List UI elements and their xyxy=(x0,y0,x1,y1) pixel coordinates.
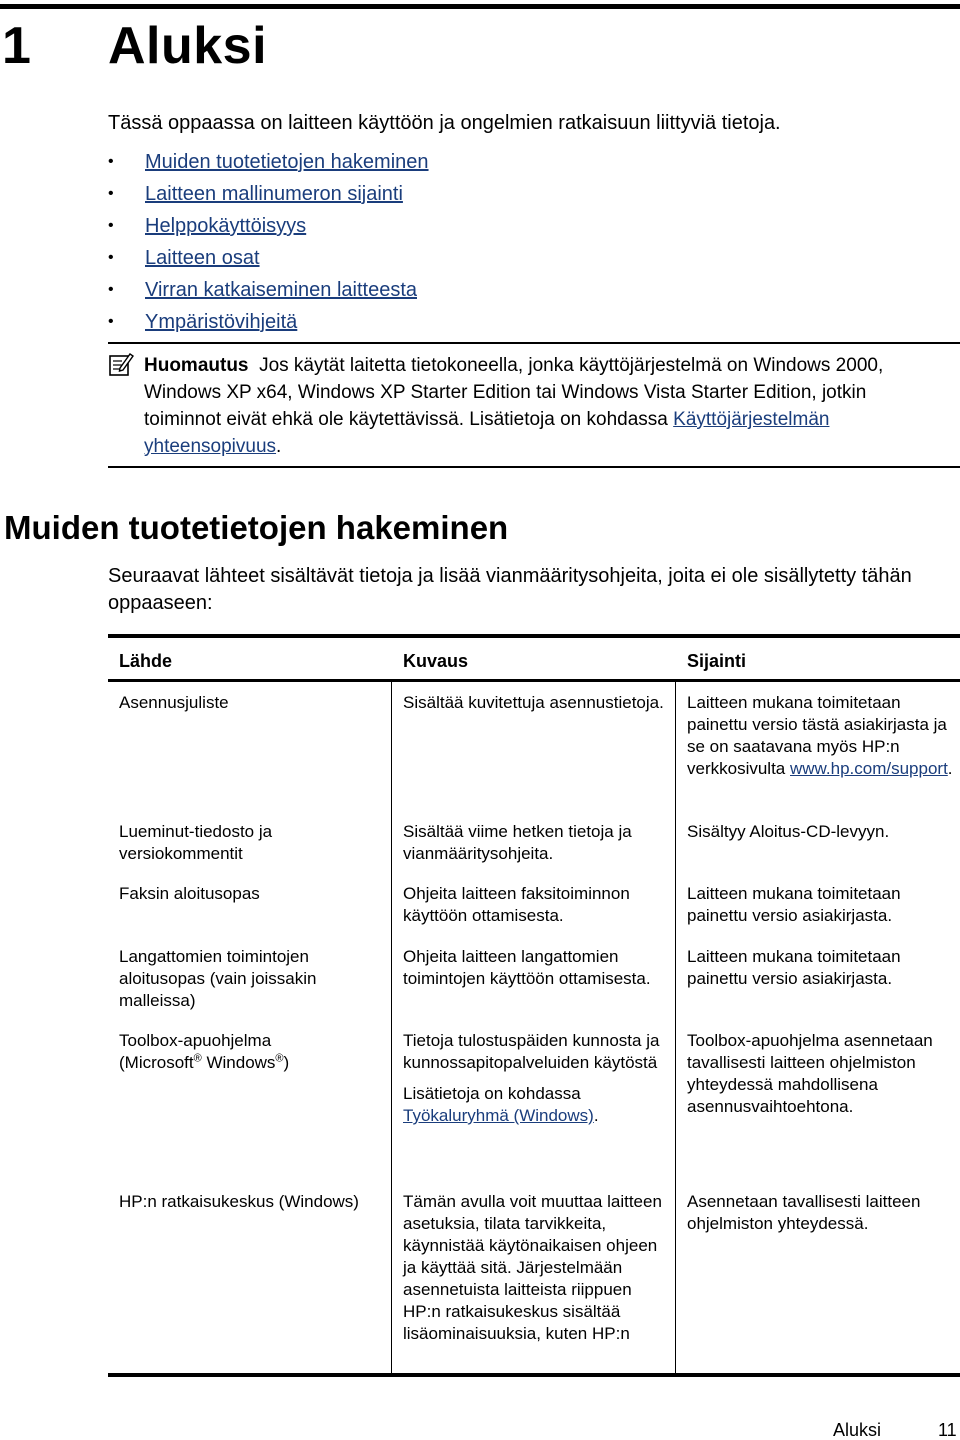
description-end: . xyxy=(593,1106,599,1125)
toc-item xyxy=(108,306,429,338)
description-more: Lisätietoja on kohdassa xyxy=(403,1084,581,1103)
table-cell-description xyxy=(403,1030,673,1127)
table-cell-source: Asennusjuliste xyxy=(119,693,229,712)
intro-text: Tässä oppaassa on laitteen käyttöön ja ongelmien ratkaisuun liittyviä tietoja. xyxy=(108,112,781,134)
registered-mark: ® xyxy=(193,1052,202,1065)
toc-link[interactable]: Virran katkaiseminen laitteesta xyxy=(145,279,417,301)
table-header-rule xyxy=(108,679,960,682)
note-pencil-icon xyxy=(108,351,134,377)
table-cell-source: Faksin aloitusopas xyxy=(119,884,260,903)
bullet: • xyxy=(108,153,114,170)
table-cell-description: Ohjeita laitteen langattomien toimintojen käyttöön ottamisesta. xyxy=(403,947,651,988)
table-cell-location xyxy=(687,692,957,780)
chapter-title-text: Aluksi xyxy=(108,17,268,75)
bullet: • xyxy=(108,281,114,298)
table-cell-location: Sisältyy Aloitus-CD-levyyn. xyxy=(687,822,890,841)
toolbox-link[interactable]: Työkaluryhmä (Windows) xyxy=(403,1106,594,1125)
toc-link[interactable]: Muiden tuotetietojen hakeminen xyxy=(145,151,429,173)
table-column-divider xyxy=(391,682,392,1373)
table-column-divider xyxy=(675,682,676,1373)
description-text: Tietoja tulostuspäiden kunnosta ja kunnossapitopalveluiden käytöstä xyxy=(403,1031,660,1072)
table-top-rule xyxy=(108,634,960,638)
source-product: Windows xyxy=(201,1053,276,1072)
table-cell-location: Toolbox-apuohjelma asennetaan tavallisesti laitteen ohjelmiston yhteydessä mahdollisena asennusvaihtoehtona. xyxy=(687,1031,933,1116)
toc-link[interactable]: Helppokäyttöisyys xyxy=(145,215,307,237)
table-cell-location: Laitteen mukana toimitetaan painettu versio asiakirjasta. xyxy=(687,947,901,988)
table-bottom-rule xyxy=(108,1373,960,1377)
note-top-rule xyxy=(108,342,960,344)
table-cell-source xyxy=(119,1030,379,1074)
toc-item xyxy=(108,178,429,210)
toc-link[interactable]: Laitteen osat xyxy=(145,247,260,269)
hp-support-link[interactable]: www.hp.com/support xyxy=(790,759,948,778)
bullet: • xyxy=(108,249,114,266)
registered-mark: ® xyxy=(275,1052,284,1065)
source-close: ) xyxy=(283,1053,290,1072)
location-text: Laitteen mukana toimitetaan painettu versio tästä asiakirjasta ja se on saatavana myös HP:n verkkosivulta xyxy=(687,693,947,778)
toc-item xyxy=(108,274,429,306)
footer-chapter: Aluksi xyxy=(833,1420,882,1440)
table-cell-location: Asennetaan tavallisesti laitteen ohjelmiston yhteydessä. xyxy=(687,1192,921,1233)
table-cell-description: Sisältää viime hetken tietoja ja vianmääritysohjeita. xyxy=(403,822,632,863)
table-header-description: Kuvaus xyxy=(403,651,469,671)
location-end: . xyxy=(947,759,953,778)
note-body: Jos käytät laitetta tietokoneella, jonka käyttöjärjestelmä on Windows 2000, Windows XP x64, Windows XP Starter Edition tai Windows Vista Starter Edition, jotkin toiminnot eivät ehkä ole käytettävissä. Lisätietoja on kohdassa xyxy=(144,355,884,430)
note-label: Huomautus xyxy=(144,355,249,376)
toc-link[interactable]: Ympäristövihjeitä xyxy=(145,311,298,333)
table-header-location: Sijainti xyxy=(687,651,747,671)
table-cell-description: Tämän avulla voit muuttaa laitteen asetuksia, tilata tarvikkeita, käynnistää käytönaikaisen ohjeen ja käyttää sitä. Järjestelmään asennetuista laitteista riippuen HP:n ratkaisukeskus sisältää lisäominaisuuksia, kuten HP:n xyxy=(403,1192,662,1343)
section-title: Muiden tuotetietojen hakeminen xyxy=(4,509,509,546)
note-link[interactable]: Käyttöjärjestelmän yhteensopivuus xyxy=(144,409,830,457)
note-text xyxy=(144,352,944,460)
table-cell-source: Langattomien toimintojen aloitusopas (vain joissakin malleissa) xyxy=(119,947,317,1010)
chapter-number: 1 xyxy=(2,17,32,75)
bullet: • xyxy=(108,185,114,202)
chapter-title xyxy=(2,14,267,78)
table-cell-source: Lueminut-tiedosto ja versiokommentit xyxy=(119,822,273,863)
bullet: • xyxy=(108,313,114,330)
bullet: • xyxy=(108,217,114,234)
note-end: . xyxy=(276,436,282,457)
footer-page-number: 11 xyxy=(938,1420,957,1440)
toc-link[interactable]: Laitteen mallinumeron sijainti xyxy=(145,183,403,205)
top-rule xyxy=(0,4,960,9)
source-vendor: (Microsoft xyxy=(119,1053,194,1072)
table-cell-location: Laitteen mukana toimitetaan painettu versio asiakirjasta. xyxy=(687,884,901,925)
note-bottom-rule xyxy=(108,466,960,468)
toc-item xyxy=(108,146,429,178)
table-cell-description: Sisältää kuvitettuja asennustietoja. xyxy=(403,693,664,712)
table-header-source: Lähde xyxy=(119,651,173,671)
table-cell-description: Ohjeita laitteen faksitoiminnon käyttöön ottamisesta. xyxy=(403,884,630,925)
source-name: Toolbox-apuohjelma xyxy=(119,1031,272,1050)
table-cell-source: HP:n ratkaisukeskus (Windows) xyxy=(119,1192,359,1211)
toc-list xyxy=(108,146,429,338)
section-intro: Seuraavat lähteet sisältävät tietoja ja lisää vianmääritysohjeita, joita ei ole sisällytetty tähän oppaaseen: xyxy=(108,565,912,614)
toc-item xyxy=(108,242,429,274)
toc-item xyxy=(108,210,429,242)
